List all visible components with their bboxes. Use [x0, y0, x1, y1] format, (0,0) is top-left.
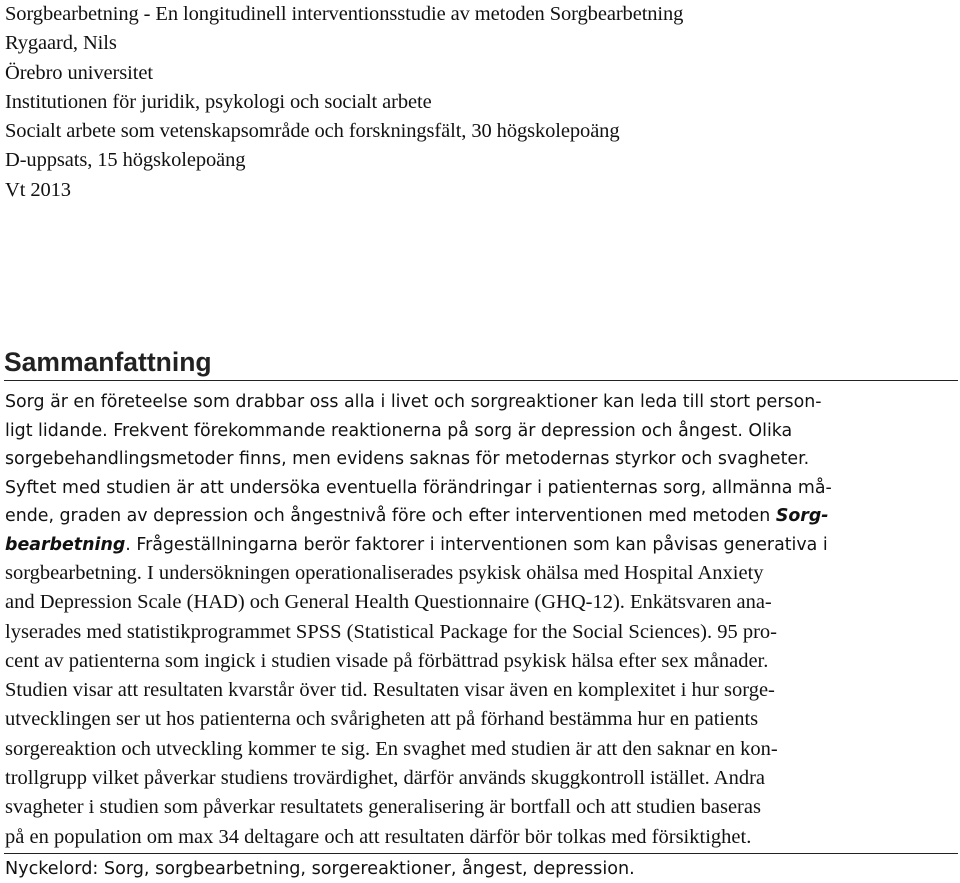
abstract-line: utvecklingen ser ut hos patienterna och svårigheten att på förhand bestämma hur en patients [5, 708, 759, 731]
abstract-line: trollgrupp vilket påverkar studiens trovärdighet, därför används skuggkontroll istället. Andra [5, 767, 766, 790]
abstract-line: sorgbearbetning. I undersökningen operationaliserades psykisk ohälsa med Hospital Anxiety [5, 562, 764, 584]
abstract-heading: Sammanfattning [4, 347, 212, 377]
abstract-line: Sorg är en företeelse som drabbar oss alla i livet och sorgreaktioner kan leda till stort person- [5, 392, 822, 412]
keywords-divider [4, 853, 958, 854]
abstract-body [5, 388, 955, 852]
abstract-line: svagheter i studien som påverkar resultatets generalisering är bortfall och att studien baseras [5, 796, 761, 819]
abstract-line: ligt lidande. Frekvent förekommande reaktionerna på sorg är depression och ångest. Olika [5, 420, 793, 441]
abstract-line: Syftet med studien är att undersöka eventuella förändringar i patienternas sorg, allmänna må- [5, 477, 832, 498]
method-name-emphasis: bearbetning [5, 534, 126, 555]
abstract-line: ende, graden av depression och ångestnivå före och efter interventionen med metoden Sorg- [5, 506, 829, 526]
abstract-line: på en population om max 34 deltagare och att resultaten därför bör tolkas med försiktighet. [5, 825, 752, 848]
term: Vt 2013 [5, 178, 71, 201]
program-name: Socialt arbete som vetenskapsområde och forskningsfält, 30 högskolepoäng [5, 120, 620, 143]
abstract-line: sorgebehandlingsmetoder finns, men evidens saknas för metodernas styrkor och svagheter. [5, 449, 810, 469]
university-name: Örebro universitet [5, 61, 153, 84]
abstract-line: Studien visar att resultaten kvarstår över tid. Resultaten visar även en komplexitet i hur sorge- [5, 679, 775, 702]
thesis-level: D-uppsats, 15 högskolepoäng [5, 149, 246, 172]
abstract-line: lyserades med statistikprogrammet SPSS (Statistical Package for the Social Sciences). 95 pro- [5, 620, 778, 643]
abstract-line: bearbetning. Frågeställningarna berör faktorer i interventionen som kan påvisas generativa i [5, 534, 828, 555]
abstract-line: cent av patienterna som ingick i studien visade på förbättrad psykisk hälsa efter sex månader. [5, 649, 769, 672]
author-name: Rygaard, Nils [5, 32, 117, 55]
keywords-line: Nyckelord: Sorg, sorgbearbetning, sorgereaktioner, ångest, depression. [5, 859, 635, 879]
abstract-line: sorgereaktion och utveckling kommer te sig. En svaghet med studien är att den saknar en kon- [5, 737, 778, 760]
thesis-title: Sorgbearbetning - En longitudinell interventionsstudie av metoden Sorgbearbetning [5, 3, 684, 25]
method-name-emphasis: Sorg- [775, 506, 829, 526]
document-header [5, 0, 683, 205]
department-name: Institutionen för juridik, psykologi och socialt arbete [5, 90, 432, 113]
abstract-line: and Depression Scale (HAD) och General Health Questionnaire (GHQ-12). Enkätsvaren ana- [5, 591, 772, 614]
heading-divider [4, 380, 958, 381]
